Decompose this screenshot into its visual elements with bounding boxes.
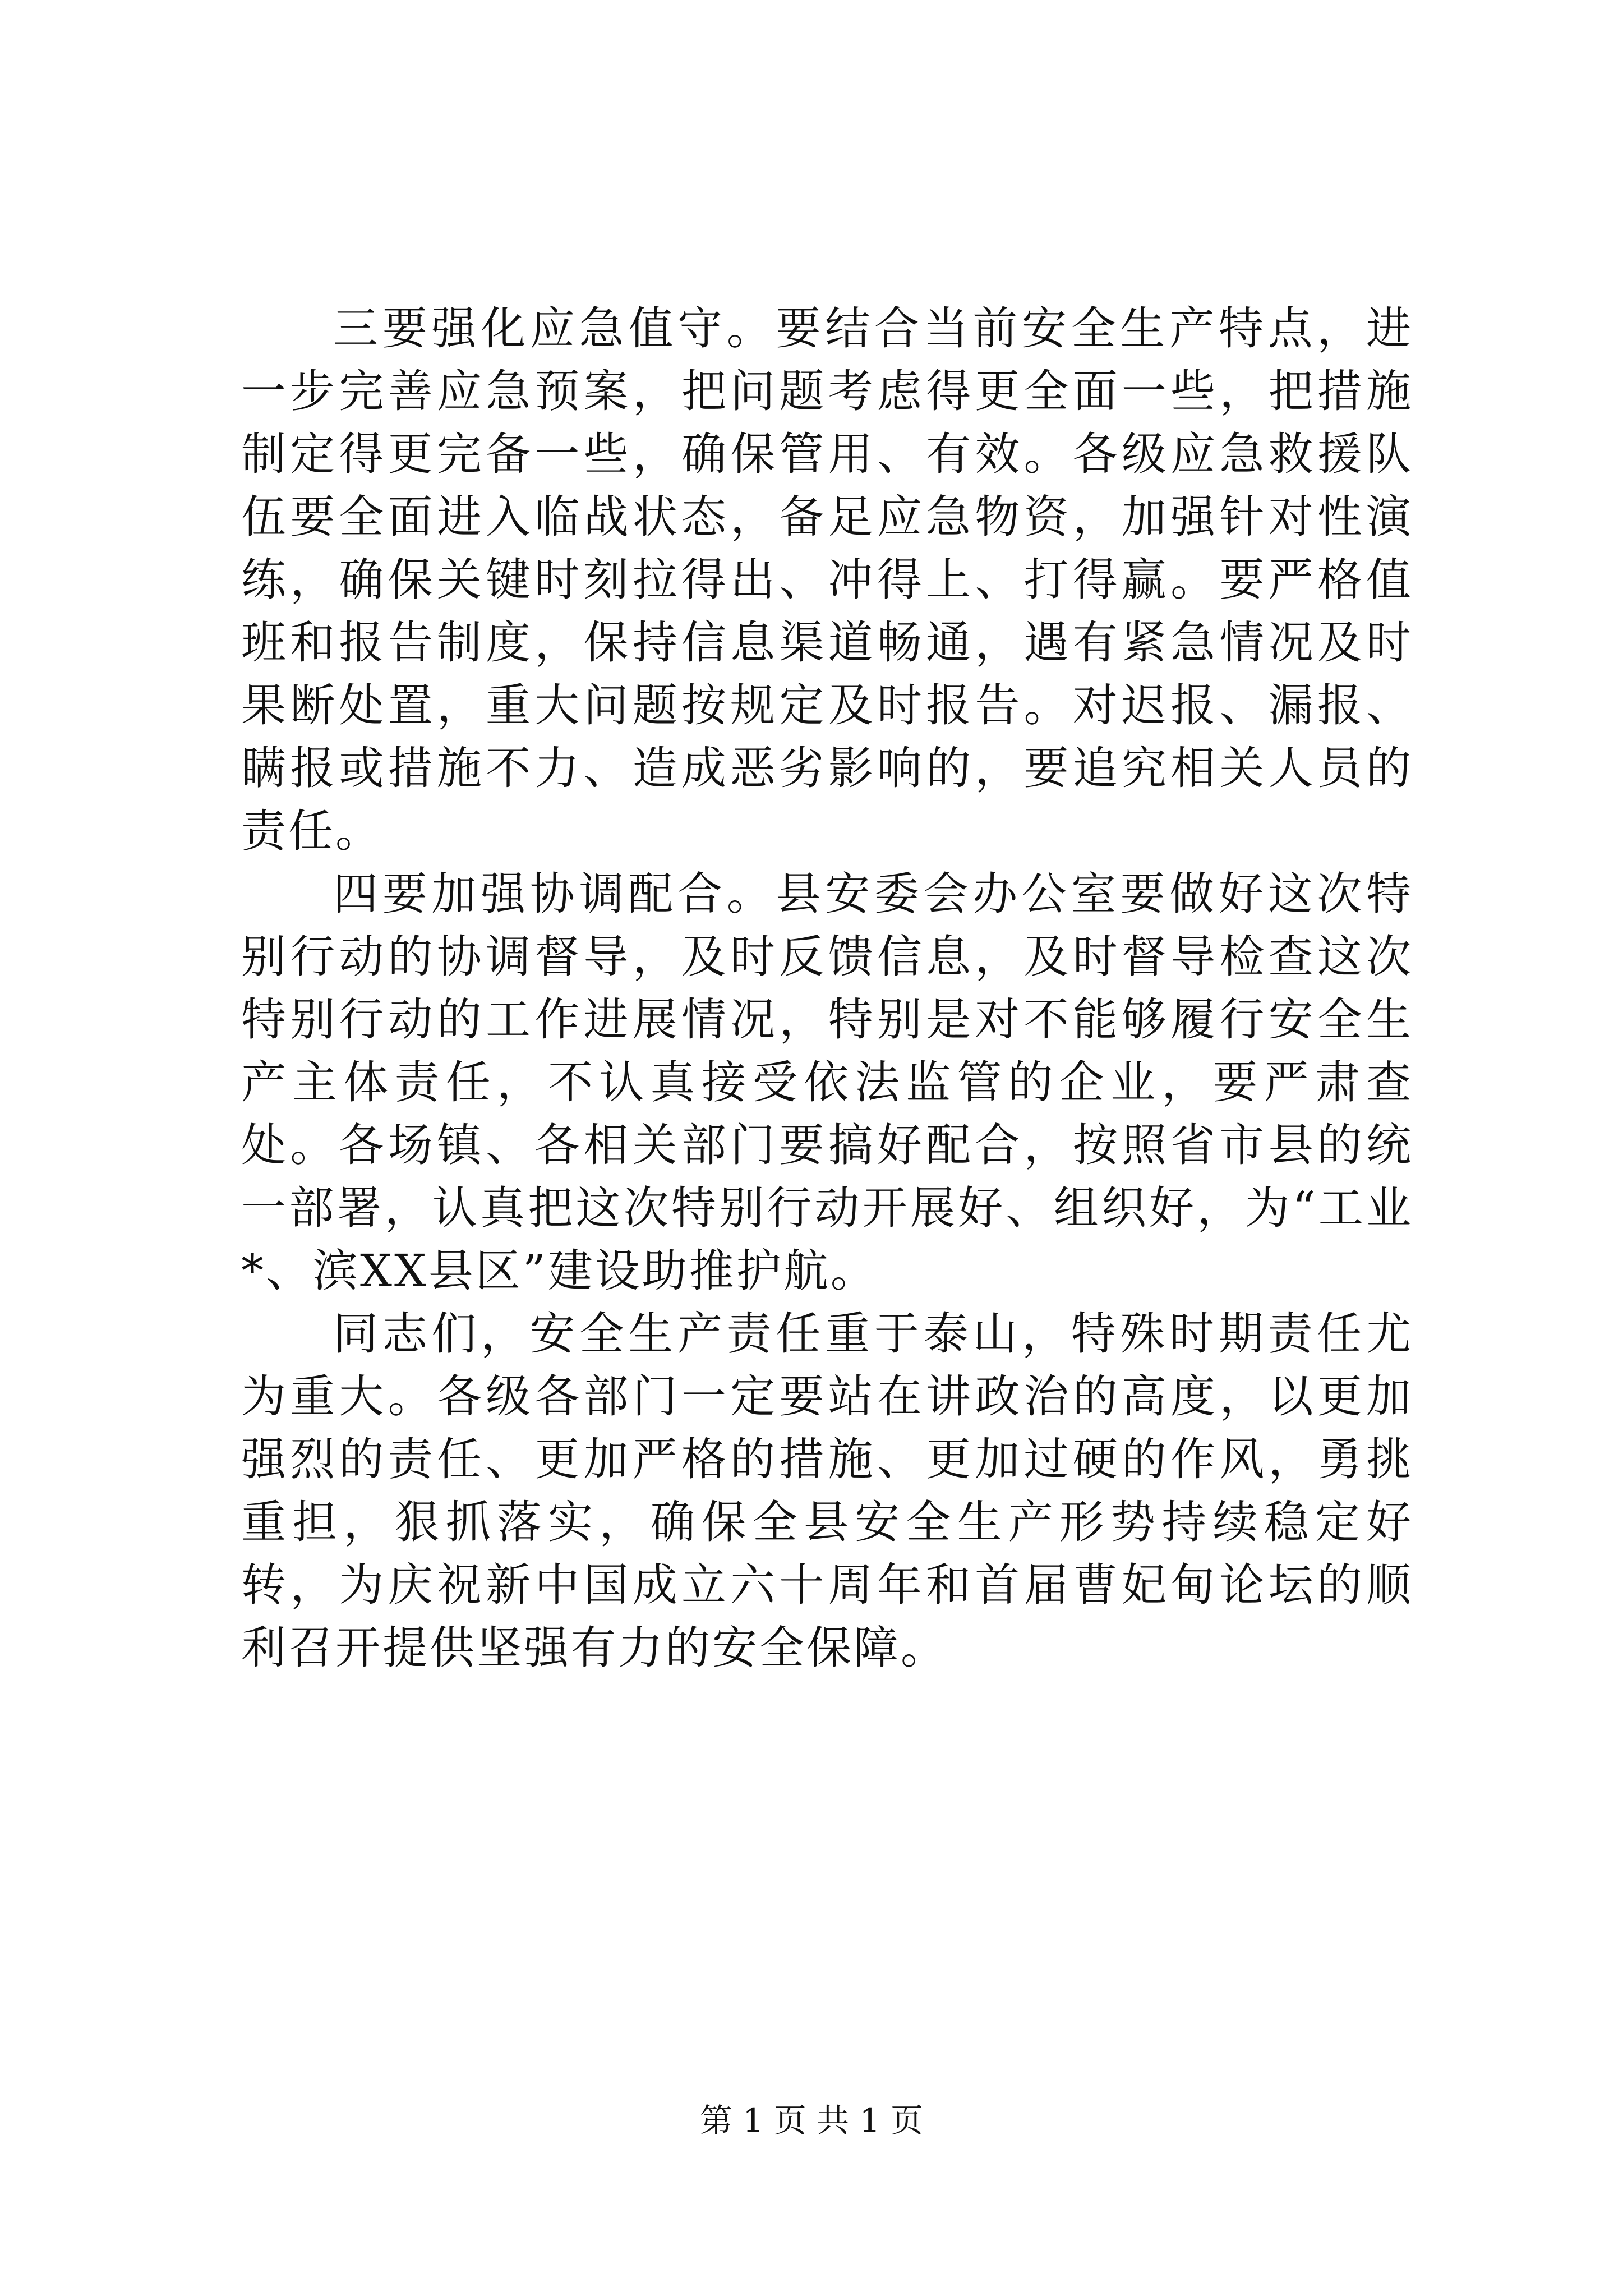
page-footer: 第 1 页 共 1 页 [700, 2101, 923, 2139]
paragraph-coordination: 四要加强协调配合。县安委会办公室要做好这次特别行动的协调督导，及时反馈信息，及时督导检查这次特别行动的工作进展情况，特别是对不能够履行安全生产主体责任，不认真接受依法监管的企业，要严肃查处。各场镇、各相关部门要搞好配合，按照省市县的统一部署，认真把这次特别行动开展好、组织好，为“工业*、滨XX县区”建设助推护航。 [241, 868, 1413, 1297]
paragraph-closing: 同志们，安全生产责任重于泰山，特殊时期责任尤为重大。各级各部门一定要站在讲政治的高度，以更加强烈的责任、更加严格的措施、更加过硬的作风，勇挑重担，狠抓落实，确保全县安全生产形势持续稳定好转，为庆祝新中国成立六十周年和首届曹妃甸论坛的顺利召开提供坚强有力的安全保障。 [241, 1308, 1413, 1674]
paragraph-emergency-duty: 三要强化应急值守。要结合当前安全生产特点，进一步完善应急预案，把问题考虑得更全面一些，把措施制定得更完备一些，确保管用、有效。各级应急救援队伍要全面进入临战状态，备足应急物资，加强针对性演练，确保关键时刻拉得出、冲得上、打得赢。要严格值班和报告制度，保持信息渠道畅通，遇有紧急情况及时果断处置，重大问题按规定及时报告。对迟报、漏报、瞒报或措施不力、造成恶劣影响的，要追究相关人员的责任。 [241, 302, 1413, 857]
document-body [241, 297, 1413, 1680]
